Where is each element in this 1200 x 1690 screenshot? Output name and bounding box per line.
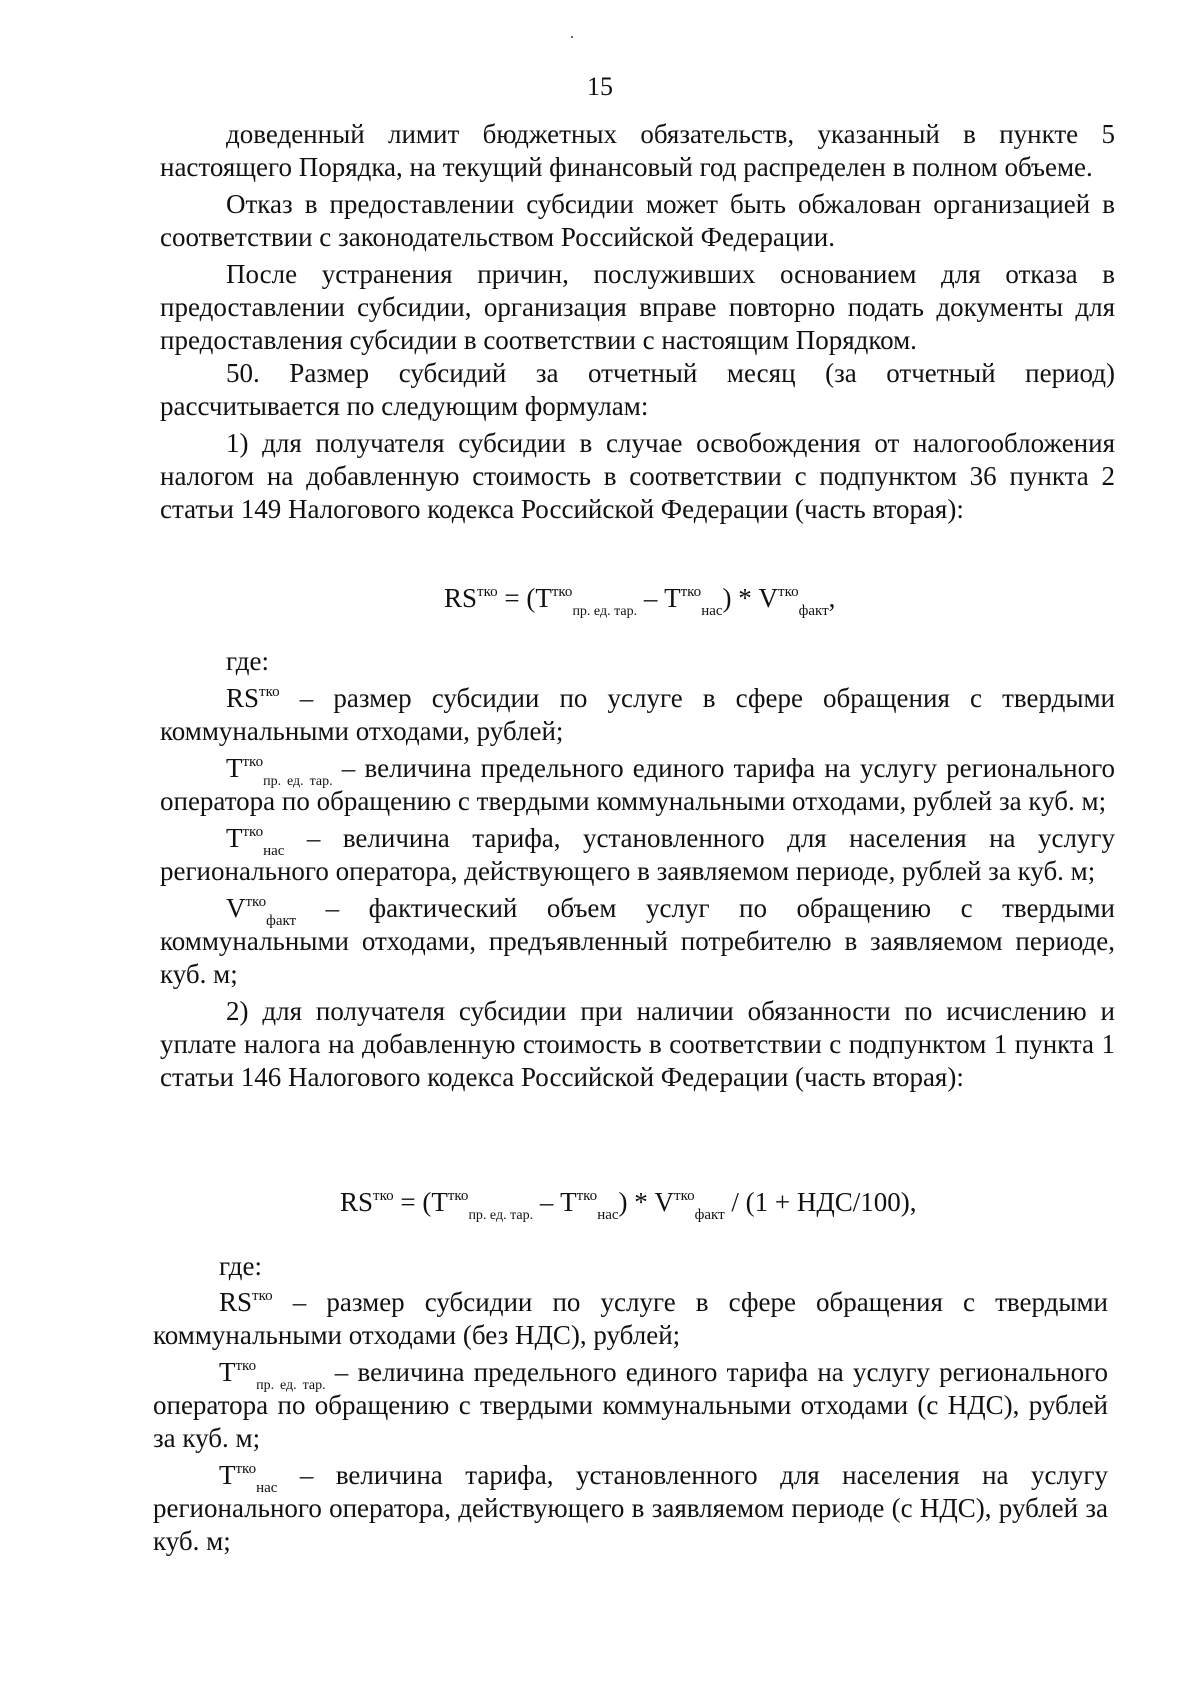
formula-1-minus: – T	[637, 583, 681, 613]
formula-2	[340, 1186, 917, 1223]
def-t1-sub: пр. ед. тар.	[263, 774, 333, 789]
def2-rs-symbol: RS	[219, 1287, 253, 1317]
def-t1-symbol: T	[226, 753, 243, 783]
text-block-top	[160, 118, 1115, 526]
def2-t2-symbol: T	[219, 1460, 236, 1490]
formula-1-rs: RS	[444, 583, 478, 613]
def-rs-sup: тко	[259, 684, 280, 700]
formula-1-t1-sub: пр. ед. тар.	[572, 604, 638, 619]
paragraph-50: 50. Размер субсидий за отчетный месяц (за отчетный период) рассчитывается по следующим формулам:	[160, 358, 1115, 421]
formula-2-t2-sub: нас	[597, 1207, 619, 1223]
def-t2-sup: тко	[242, 824, 264, 840]
definition-t-population-1	[160, 822, 1115, 888]
where-label-2: где:	[219, 1251, 262, 1281]
definition-t-population-2	[153, 1459, 1108, 1558]
scan-speck	[571, 36, 573, 38]
formula-2-v-sub: факт	[694, 1207, 725, 1223]
def-t1-text: – величина предельного единого тарифа на услугу регионального оператора по обращению с твердыми коммунальными отходами, рублей за куб. м;	[160, 753, 1115, 816]
formula-1-t2-sup: тко	[680, 584, 702, 600]
paragraph-item-2: 2) для получателя субсидии при наличии обязанности по исчислению и уплате налога на добавленную стоимость в соответствии с подпунктом 1 пункта 1 статьи 146 Налогового кодекса Российской Федерации (часть вторая):	[160, 996, 1115, 1092]
paragraph-refusal-appeal: Отказ в предоставлении субсидии может быть обжалован организацией в соответствии с законодательством Российской Федерации.	[160, 189, 1115, 252]
paragraph-item-1: 1) для получателя субсидии в случае освобождения от налогообложения налогом на добавленную стоимость в соответствии с подпунктом 36 пункта 2 статьи 149 Налогового кодекса Российской Федерации (часть вторая):	[160, 428, 1115, 524]
formula-2-rs: RS	[340, 1187, 374, 1217]
formula-2-mul: ) * V	[618, 1187, 675, 1217]
formula-1-t1-sup: тко	[551, 584, 573, 600]
page-number: 15	[587, 72, 613, 101]
formula-1	[444, 582, 836, 619]
paragraph-resubmission: После устранения причин, послуживших основанием для отказа в предоставлении субсидии, организация вправе повторно подать документы для предоставления субсидии в соответствии с настоящим Порядком.	[160, 259, 1115, 355]
def-rs-symbol: RS	[226, 683, 260, 713]
paragraph-limit: доведенный лимит бюджетных обязательств, указанный в пункте 5 настоящего Порядка, на текущий финансовый год распределен в полном объеме.	[160, 119, 1115, 182]
def2-t2-sup: тко	[235, 1461, 257, 1477]
def2-t1-text: – величина предельного единого тарифа на услугу регионального оператора по обращению с твердыми коммунальными отходами (с НДС), рублей за куб. м;	[153, 1357, 1108, 1453]
definition-rs-2	[153, 1286, 1108, 1352]
formula-1-t2-sub: нас	[701, 603, 723, 619]
formula-2-t2-sup: тко	[576, 1188, 598, 1204]
def-v-sup: тко	[245, 894, 267, 910]
def-rs-text: – размер субсидии по услуге в сфере обращения с твердыми коммунальными отходами, рублей;	[160, 683, 1115, 746]
formula-1-tail: ,	[828, 583, 836, 613]
formula-2-t1-sub: пр. ед. тар.	[468, 1208, 534, 1223]
def2-t2-sub: нас	[256, 1480, 278, 1496]
def-t2-sub: нас	[263, 843, 285, 859]
where-label-1: где:	[226, 646, 269, 676]
def-t2-symbol: T	[226, 823, 243, 853]
formula-1-rs-sup: тко	[477, 584, 498, 600]
definition-v-fact-1	[160, 892, 1115, 991]
formula-1-eq: = (T	[497, 583, 552, 613]
formula-2-minus: – T	[533, 1187, 577, 1217]
def2-t1-sup: тко	[235, 1358, 257, 1374]
def-t2-text: – величина тарифа, установленного для населения на услугу регионального оператора, действующего в заявляемом периоде, рублей за куб. м;	[160, 823, 1115, 886]
definition-t-tariff-2	[153, 1356, 1108, 1455]
def2-t2-text: – величина тарифа, установленного для населения на услугу регионального оператора, действующего в заявляемом периоде (с НДС), рублей за куб. м;	[153, 1460, 1108, 1556]
definitions-block-1	[160, 682, 1115, 1094]
formula-2-eq: = (T	[393, 1187, 448, 1217]
definition-t-tariff-1	[160, 752, 1115, 818]
def-v-symbol: V	[226, 893, 246, 923]
formula-2-v-sup: тко	[674, 1188, 695, 1204]
def-t1-sup: тко	[242, 754, 264, 770]
formula-2-t1-sup: тко	[447, 1188, 469, 1204]
def2-rs-text: – размер субсидии по услуге в сфере обращения с твердыми коммунальными отходами (без НДС), рублей;	[153, 1287, 1108, 1350]
def2-t1-sub: пр. ед. тар.	[256, 1378, 326, 1393]
formula-1-v-sub: факт	[798, 603, 829, 619]
formula-1-v-sup: тко	[778, 584, 799, 600]
definitions-block-2	[153, 1286, 1108, 1558]
formula-2-tail: / (1 + НДС/100),	[724, 1187, 917, 1217]
formula-1-mul: ) * V	[722, 583, 779, 613]
def-v-text: – фактический объем услуг по обращению с твердыми коммунальными отходами, предъявленный потребителю в заявляемом периоде, куб. м;	[160, 893, 1115, 989]
def2-rs-sup: тко	[252, 1288, 273, 1304]
def2-t1-symbol: T	[219, 1357, 236, 1387]
def-v-sub: факт	[266, 913, 297, 929]
definition-rs-1	[160, 682, 1115, 748]
formula-2-rs-sup: тко	[373, 1188, 394, 1204]
